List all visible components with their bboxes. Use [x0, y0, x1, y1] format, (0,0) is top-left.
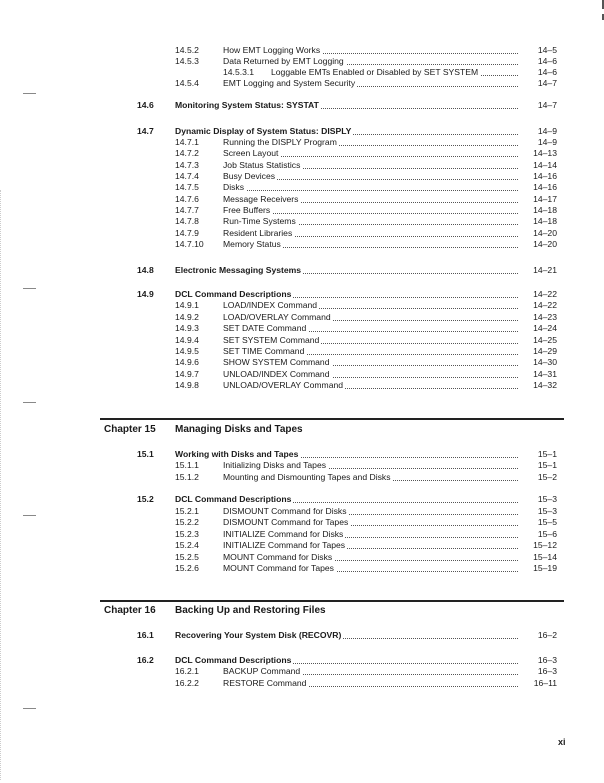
- section-title-text: Working with Disks and Tapes: [175, 449, 299, 459]
- section-title-text: Disks: [223, 182, 245, 192]
- section-title-text: BACKUP Command: [223, 666, 301, 676]
- section-title-text: Dynamic Display of System Status: DISPLY: [175, 126, 352, 136]
- page-reference: 14–5: [537, 45, 557, 55]
- page-reference: 16–3: [537, 666, 557, 676]
- toc-entry: [0, 472, 604, 483]
- section-title: [175, 630, 518, 641]
- page-reference: 14–20: [533, 228, 557, 238]
- page-reference: 14–22: [533, 289, 557, 299]
- page-reference: 14–6: [537, 56, 557, 66]
- page-reference: 15–5: [537, 517, 557, 527]
- page-reference: 14–17: [533, 194, 557, 204]
- section-number: 14.7.10: [175, 239, 204, 249]
- section-title-text: EMT Logging and System Security: [223, 78, 356, 88]
- margin-tick: [23, 402, 36, 403]
- page-reference: 14–24: [533, 323, 557, 333]
- section-title-text: Running the DISPLY Program: [223, 137, 337, 147]
- section-number: 14.5.3.1: [223, 67, 255, 77]
- section-title-text: LOAD/OVERLAY Command: [223, 312, 331, 322]
- section-number: 16.2: [137, 655, 154, 665]
- section-title-text: MOUNT Command for Disks: [223, 552, 333, 562]
- toc-entry: [0, 78, 604, 89]
- section-number: 14.5.3: [175, 56, 199, 66]
- section-title-text: DISMOUNT Command for Disks: [223, 506, 347, 516]
- section-title-text: SHOW SYSTEM Command: [223, 357, 330, 367]
- section-number: 15.2.6: [175, 563, 199, 573]
- section-title-text: DCL Command Descriptions: [175, 655, 292, 665]
- page-reference: 14–20: [533, 239, 557, 249]
- section-number: 14.7.9: [175, 228, 199, 238]
- section-title-text: UNLOAD/OVERLAY Command: [223, 380, 344, 390]
- section-title: [223, 335, 518, 346]
- page-reference: 14–29: [533, 346, 557, 356]
- page-reference: 14–16: [533, 182, 557, 192]
- toc-entry: [0, 540, 604, 551]
- page-reference: 14–18: [533, 216, 557, 226]
- page-reference: 14–31: [533, 369, 557, 379]
- section-number: 15.2.3: [175, 529, 199, 539]
- dot-leader: [223, 190, 518, 191]
- page-reference: 16–2: [537, 630, 557, 640]
- toc-entry: [0, 137, 604, 148]
- section-title: [223, 666, 518, 677]
- toc-entry: [0, 100, 604, 111]
- section-title-text: Screen Layout: [223, 148, 279, 158]
- section-number: 14.9.6: [175, 357, 199, 367]
- section-number: 15.2.1: [175, 506, 199, 516]
- section-number: 14.9.8: [175, 380, 199, 390]
- toc-entry: [0, 126, 604, 137]
- section-number: 15.2.4: [175, 540, 199, 550]
- chapter-label: Chapter 15: [104, 424, 156, 435]
- toc-entry: [0, 56, 604, 67]
- toc-entry: [0, 335, 604, 346]
- section-number: 14.9: [137, 289, 154, 299]
- toc-entry: [0, 346, 604, 357]
- margin-tick: [23, 93, 36, 94]
- page-reference: 14–30: [533, 357, 557, 367]
- section-number: 15.1.1: [175, 460, 199, 470]
- toc-entry: [0, 563, 604, 574]
- section-title: [223, 56, 518, 67]
- page-reference: 15–12: [533, 540, 557, 550]
- page-reference: 16–3: [537, 655, 557, 665]
- toc-entry: [0, 312, 604, 323]
- toc-entry: [0, 289, 604, 300]
- section-title: [223, 346, 518, 357]
- section-title-text: SET TIME Command: [223, 346, 305, 356]
- page-reference: 14–18: [533, 205, 557, 215]
- section-title-text: Monitoring System Status: SYSTAT: [175, 100, 319, 110]
- section-title: [223, 357, 518, 368]
- section-title: [223, 171, 518, 182]
- section-title-text: LOAD/INDEX Command: [223, 300, 318, 310]
- section-number: 14.5.2: [175, 45, 199, 55]
- margin-tick: [23, 708, 36, 709]
- toc-entry: [0, 148, 604, 159]
- section-title-text: Busy Devices: [223, 171, 276, 181]
- section-title: [175, 100, 518, 111]
- section-title: [223, 137, 518, 148]
- section-title-text: INITIALIZE Command for Tapes: [223, 540, 346, 550]
- section-title: [223, 460, 518, 471]
- section-title: [223, 205, 518, 216]
- toc-entry: [0, 552, 604, 563]
- chapter-rule: [100, 418, 564, 420]
- page-reference: 14–16: [533, 171, 557, 181]
- toc-entry: [0, 171, 604, 182]
- section-title: [223, 312, 518, 323]
- section-title-text: DISMOUNT Command for Tapes: [223, 517, 349, 527]
- page-reference: 14–25: [533, 335, 557, 345]
- toc-entry: [0, 67, 604, 78]
- section-title-text: Run-Time Systems: [223, 216, 296, 226]
- section-title: [175, 449, 518, 460]
- section-title-text: INITIALIZE Command for Disks: [223, 529, 344, 539]
- section-title-text: SET SYSTEM Command: [223, 335, 320, 345]
- section-title-text: SET DATE Command: [223, 323, 307, 333]
- section-number: 14.7.6: [175, 194, 199, 204]
- scan-edge: [0, 190, 3, 780]
- section-number: 14.6: [137, 100, 154, 110]
- toc-entry: [0, 529, 604, 540]
- page-reference: 15–19: [533, 563, 557, 573]
- section-title: [223, 323, 518, 334]
- toc-entry: [0, 239, 604, 250]
- section-title: [223, 540, 518, 551]
- section-number: 14.9.5: [175, 346, 199, 356]
- section-title: [223, 182, 518, 193]
- chapter-label: Chapter 16: [104, 605, 156, 616]
- section-number: 14.9.4: [175, 335, 199, 345]
- section-number: 14.7.3: [175, 160, 199, 170]
- section-title: [271, 67, 518, 78]
- page-reference: 14–32: [533, 380, 557, 390]
- section-title: [175, 265, 518, 276]
- section-number: 15.2.2: [175, 517, 199, 527]
- section-title-text: DCL Command Descriptions: [175, 494, 292, 504]
- section-title-text: Electronic Messaging Systems: [175, 265, 302, 275]
- section-number: 14.8: [137, 265, 154, 275]
- section-number: 14.7.4: [175, 171, 199, 181]
- section-number: 14.9.7: [175, 369, 199, 379]
- section-number: 14.7.7: [175, 205, 199, 215]
- page-reference: 15–14: [533, 552, 557, 562]
- page-reference: 14–9: [537, 137, 557, 147]
- toc-entry: [0, 160, 604, 171]
- page-reference: 15–3: [537, 494, 557, 504]
- section-number: 14.9.2: [175, 312, 199, 322]
- section-title: [223, 380, 518, 391]
- page-reference: 15–1: [537, 449, 557, 459]
- toc-entry: [0, 45, 604, 56]
- section-title-text: Job Status Statistics: [223, 160, 301, 170]
- toc-entry: [0, 380, 604, 391]
- page-reference: 14–13: [533, 148, 557, 158]
- section-title: [223, 216, 518, 227]
- section-title: [223, 506, 518, 517]
- toc-entry: [0, 666, 604, 677]
- page-reference: 15–6: [537, 529, 557, 539]
- section-number: 14.5.4: [175, 78, 199, 88]
- section-title-text: Mounting and Dismounting Tapes and Disks: [223, 472, 391, 482]
- section-title: [223, 369, 518, 380]
- toc-entry: [0, 369, 604, 380]
- toc-entry: [0, 655, 604, 666]
- section-title: [223, 45, 518, 56]
- section-title: [223, 678, 518, 689]
- page-reference: 14–7: [537, 100, 557, 110]
- scan-mark: [602, 0, 604, 9]
- section-number: 14.7.8: [175, 216, 199, 226]
- toc-entry: [0, 630, 604, 641]
- page-reference: 15–1: [537, 460, 557, 470]
- page-reference: 14–21: [533, 265, 557, 275]
- section-title: [223, 78, 518, 89]
- section-number: 16.1: [137, 630, 154, 640]
- section-title-text: DCL Command Descriptions: [175, 289, 292, 299]
- section-title: [175, 289, 518, 300]
- page-reference: 16–11: [533, 678, 557, 688]
- toc-entry: [0, 506, 604, 517]
- page-reference: 14–22: [533, 300, 557, 310]
- toc-entry: [0, 517, 604, 528]
- toc-entry: [0, 205, 604, 216]
- page-reference: 14–6: [537, 67, 557, 77]
- section-title-text: Initializing Disks and Tapes: [223, 460, 327, 470]
- section-title: [223, 239, 518, 250]
- chapter-rule: [100, 600, 564, 602]
- page-reference: 14–7: [537, 78, 557, 88]
- page-number: xi: [558, 737, 566, 747]
- section-title-text: How EMT Logging Works: [223, 45, 321, 55]
- section-title: [223, 148, 518, 159]
- page-reference: 14–14: [533, 160, 557, 170]
- section-title-text: RESTORE Command: [223, 678, 307, 688]
- section-title-text: Resident Libraries: [223, 228, 293, 238]
- section-number: 16.2.1: [175, 666, 199, 676]
- section-title: [223, 472, 518, 483]
- toc-entry: [0, 323, 604, 334]
- section-title-text: MOUNT Command for Tapes: [223, 563, 334, 573]
- section-number: 16.2.2: [175, 678, 199, 688]
- toc-entry: [0, 265, 604, 276]
- section-number: 15.2: [137, 494, 154, 504]
- section-number: 14.7: [137, 126, 154, 136]
- toc-entry: [0, 228, 604, 239]
- scan-mark: [602, 14, 604, 20]
- toc-entry: [0, 216, 604, 227]
- section-title: [223, 529, 518, 540]
- toc-entry: [0, 300, 604, 311]
- section-title-text: Loggable EMTs Enabled or Disabled by SET SYSTEM: [271, 67, 479, 77]
- chapter-title: Backing Up and Restoring Files: [175, 605, 326, 616]
- section-number: 14.7.1: [175, 137, 199, 147]
- section-title: [175, 655, 518, 666]
- section-title: [223, 300, 518, 311]
- toc-entry: [0, 194, 604, 205]
- section-title-text: Data Returned by EMT Logging: [223, 56, 344, 66]
- toc-entry: [0, 678, 604, 689]
- section-title-text: Message Receivers: [223, 194, 299, 204]
- section-title: [175, 494, 518, 505]
- section-number: 15.1.2: [175, 472, 199, 482]
- section-number: 15.2.5: [175, 552, 199, 562]
- section-title: [175, 126, 518, 137]
- section-title: [223, 228, 518, 239]
- section-number: 14.9.3: [175, 323, 199, 333]
- chapter-title: Managing Disks and Tapes: [175, 424, 303, 435]
- section-title: [223, 194, 518, 205]
- page-reference: 15–3: [537, 506, 557, 516]
- section-number: 14.9.1: [175, 300, 199, 310]
- section-title-text: Recovering Your System Disk (RECOVR): [175, 630, 342, 640]
- page-reference: 15–2: [537, 472, 557, 482]
- page-reference: 14–23: [533, 312, 557, 322]
- toc-entry: [0, 357, 604, 368]
- page-reference: 14–9: [537, 126, 557, 136]
- toc-entry: [0, 494, 604, 505]
- toc-entry: [0, 449, 604, 460]
- toc-entry: [0, 182, 604, 193]
- section-title-text: Memory Status: [223, 239, 281, 249]
- section-title: [223, 552, 518, 563]
- section-title: [223, 563, 518, 574]
- section-number: 15.1: [137, 449, 154, 459]
- section-title: [223, 517, 518, 528]
- toc-entry: [0, 460, 604, 471]
- section-title-text: Free Buffers: [223, 205, 271, 215]
- section-title: [223, 160, 518, 171]
- section-number: 14.7.5: [175, 182, 199, 192]
- section-number: 14.7.2: [175, 148, 199, 158]
- section-title-text: UNLOAD/INDEX Command: [223, 369, 330, 379]
